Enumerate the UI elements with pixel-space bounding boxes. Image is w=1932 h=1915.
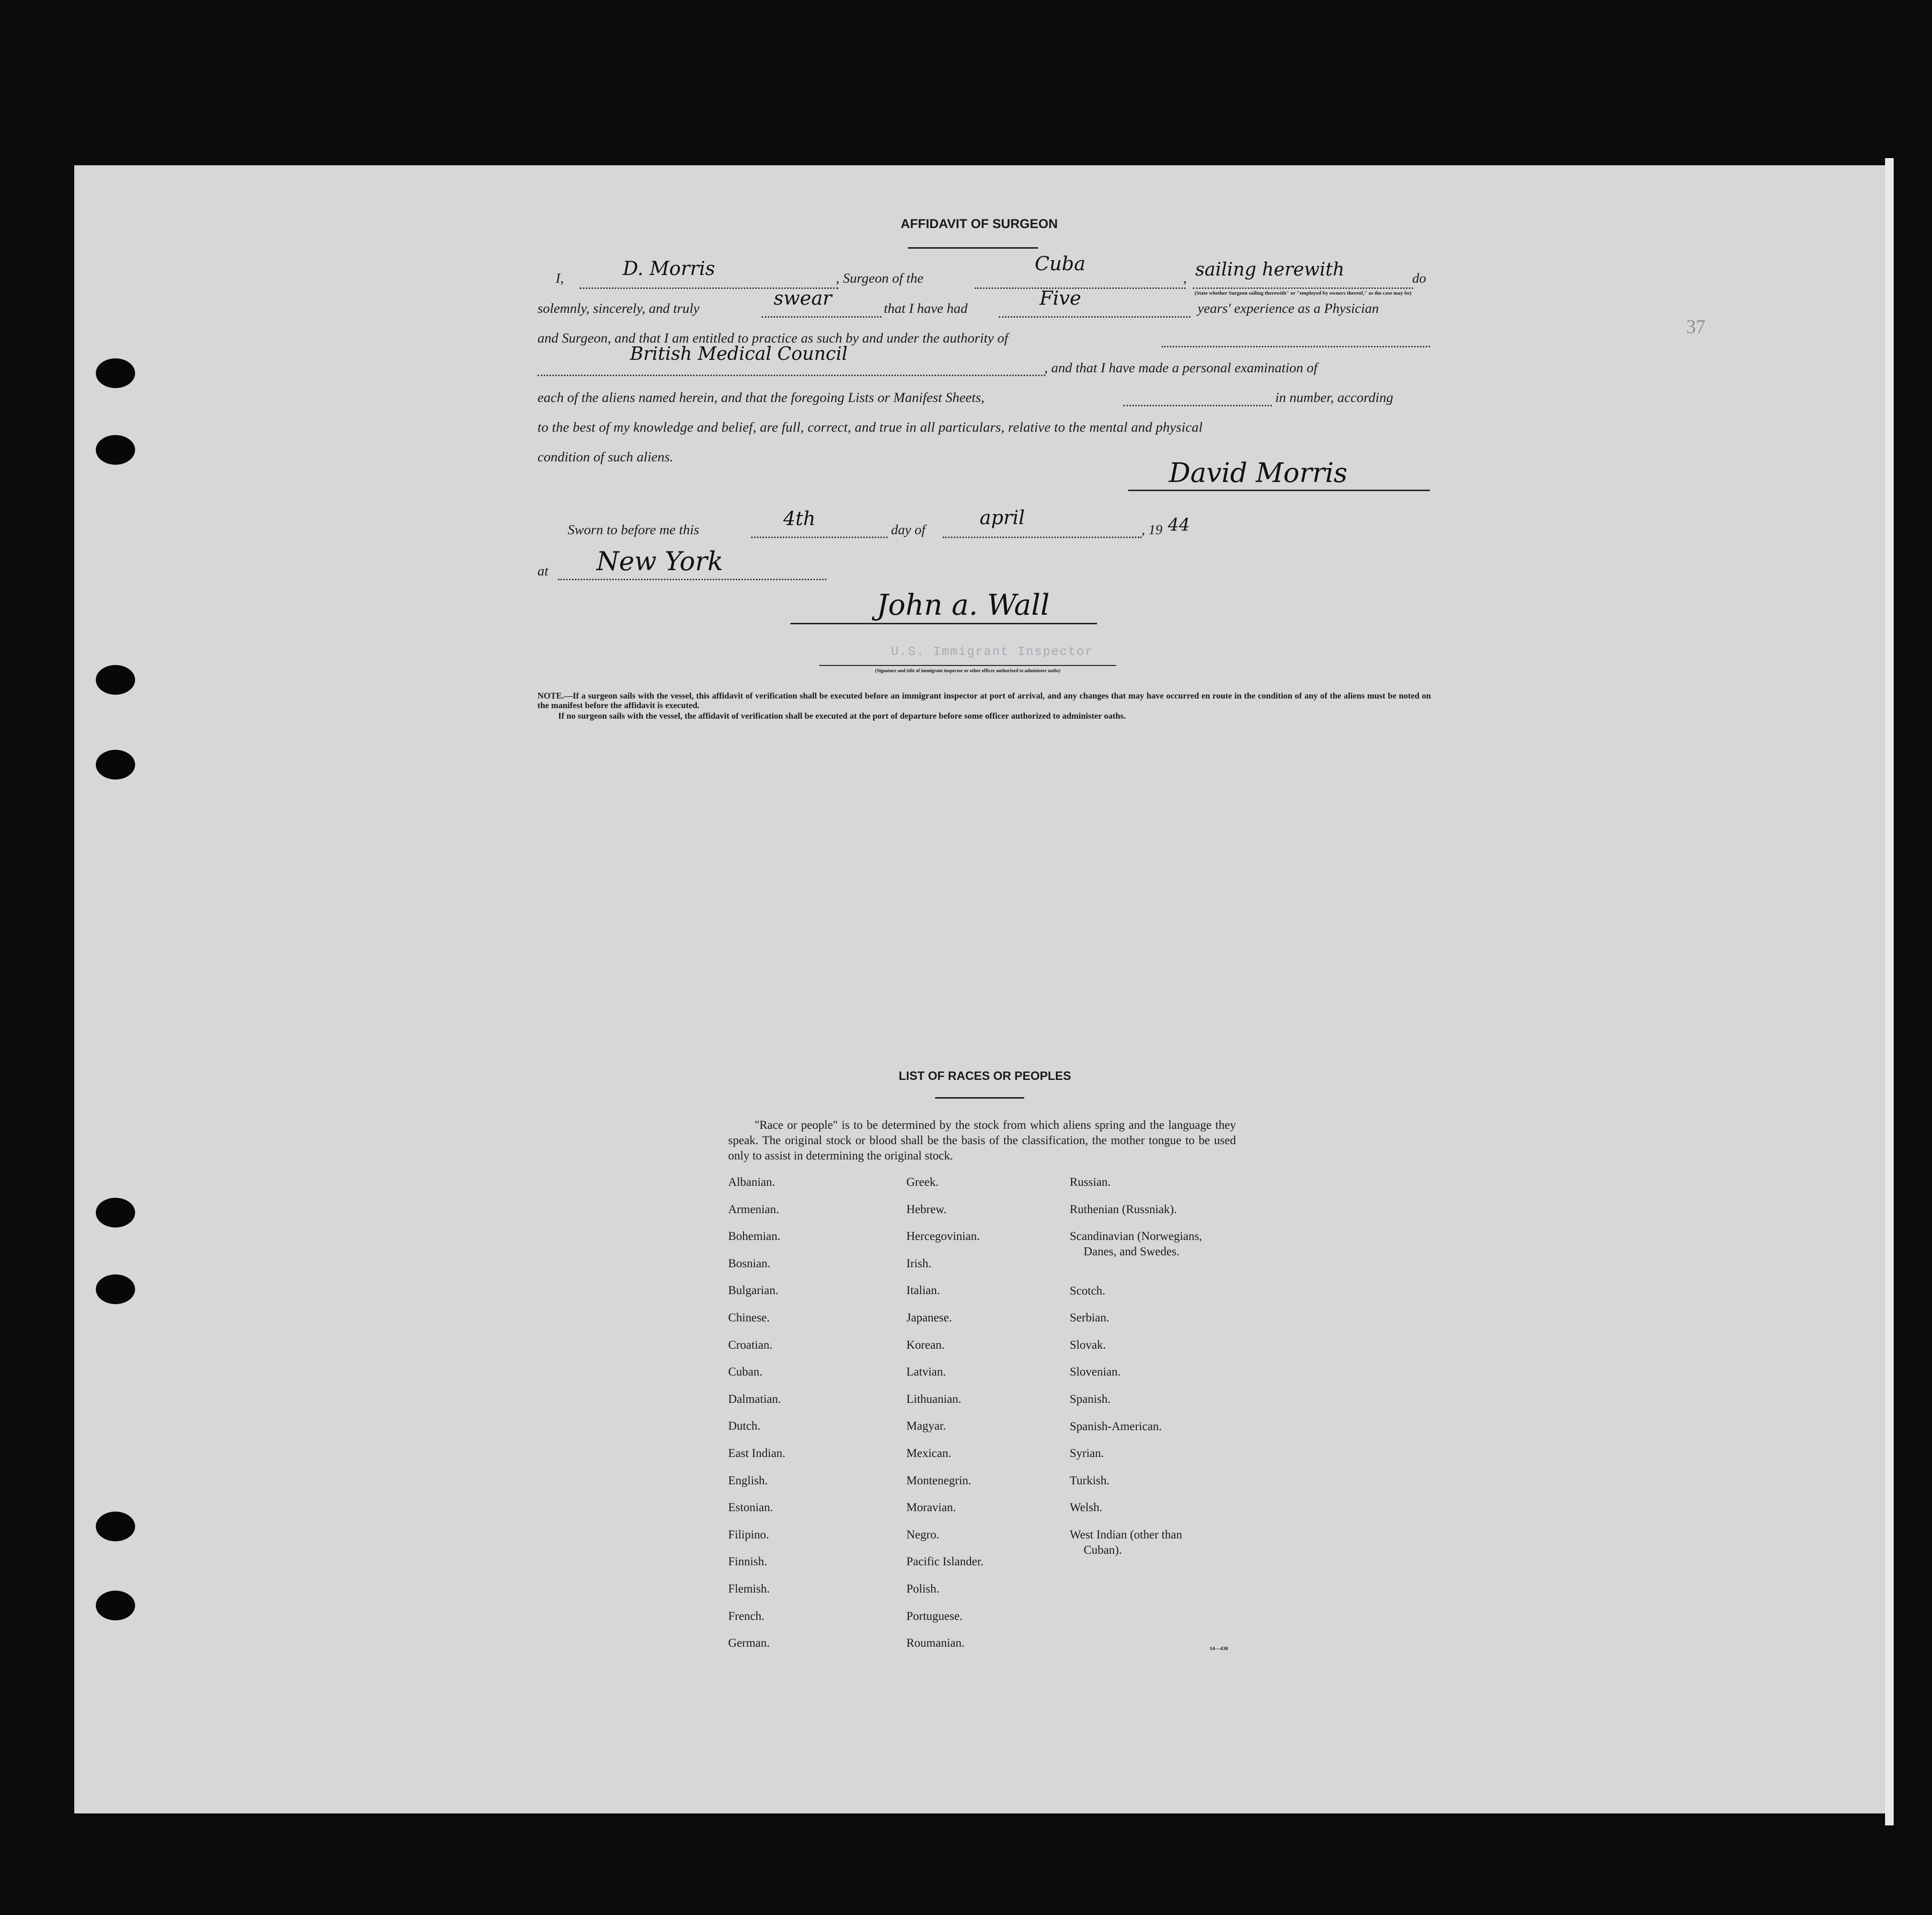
race-item: Syrian. [1070, 1447, 1104, 1460]
sailing-caption: (State whether Surgeon sailing therewith" or "employed by owners thereof," as the case may be) [1194, 290, 1412, 296]
years-field-line [999, 316, 1190, 318]
race-item: Japanese. [906, 1311, 952, 1324]
title-underline [908, 247, 1038, 249]
form-text: years' experience as a Physician [1198, 301, 1379, 316]
race-item: Roumanian. [906, 1637, 965, 1650]
form-text: that I have had [884, 301, 968, 316]
race-item: Hercegovinian. [906, 1230, 980, 1243]
race-item: Turkish. [1070, 1474, 1110, 1487]
race-item: Slovenian. [1070, 1365, 1121, 1378]
race-item: Pacific Islander. [906, 1555, 984, 1569]
page-edge [1885, 158, 1894, 1825]
race-item: Cuban). [1084, 1544, 1122, 1557]
surgeon-signature: David Morris [1169, 458, 1348, 489]
race-item: Magyar. [906, 1420, 946, 1433]
race-item: Albanian. [728, 1176, 775, 1189]
races-title-underline [935, 1097, 1024, 1099]
vessel-name: Cuba [1035, 253, 1086, 275]
form-text: , 19 [1142, 522, 1163, 538]
race-item: Greek. [906, 1176, 939, 1189]
races-title: LIST OF RACES OR PEOPLES [899, 1069, 1071, 1083]
form-text: day of [891, 522, 926, 538]
race-item: Flemish. [728, 1582, 770, 1595]
race-item: Moravian. [906, 1501, 956, 1514]
binder-hole [96, 435, 135, 465]
race-item: Spanish. [1070, 1393, 1111, 1406]
form-text: and Surgeon, and that I am entitled to practice as such by and under the authority of [537, 331, 1008, 346]
form-text: condition of such aliens. [537, 449, 674, 465]
signature-caption: (Signature and title of immigrant inspector or other officer authorized to administer oaths) [875, 668, 1061, 674]
inspector-signature-line [790, 623, 1097, 624]
oath-word: swear [774, 287, 832, 310]
race-item: Ruthenian (Russniak). [1070, 1203, 1177, 1216]
race-item: Dalmatian. [728, 1392, 781, 1406]
race-item: Italian. [906, 1284, 940, 1297]
sworn-day: 4th [783, 508, 816, 530]
race-item: Polish. [906, 1582, 939, 1595]
race-item: Latvian. [906, 1365, 946, 1379]
licensing-authority: British Medical Council [630, 343, 848, 364]
binder-hole [96, 358, 135, 388]
race-item: Hebrew. [906, 1203, 947, 1216]
binder-hole [96, 1512, 135, 1541]
sheets-field-line [1123, 405, 1272, 406]
authority-field-line [1162, 346, 1430, 347]
race-item: Serbian. [1070, 1311, 1109, 1324]
sworn-year: 44 [1168, 516, 1190, 535]
form-text: in number, according [1275, 390, 1394, 405]
form-text: , Surgeon of the [836, 271, 924, 286]
race-item: Lithuanian. [906, 1392, 961, 1406]
race-item: Slovak. [1070, 1339, 1106, 1352]
oath-field-line [762, 316, 881, 318]
races-intro: "Race or people" is to be determined by the stock from which aliens spring and the language they speak. The original stock or blood shall be the basis of the classification, the mother tongue to be used only to assist in determining the original stock. [728, 1119, 1236, 1162]
place-field-line [558, 579, 826, 580]
form-text: do [1412, 271, 1426, 286]
race-item: Korean. [906, 1338, 945, 1352]
authority-field-line-2 [537, 375, 1045, 376]
race-item: Croatian. [728, 1338, 773, 1352]
form-text: I, [556, 271, 564, 286]
race-item: Irish. [906, 1257, 932, 1270]
years-count: Five [1040, 287, 1081, 310]
race-item: Montenegrin. [906, 1474, 972, 1487]
form-number: 14—430 [1210, 1646, 1228, 1651]
race-item: Scotch. [1070, 1284, 1106, 1297]
race-item: English. [728, 1474, 768, 1487]
race-item: East Indian. [728, 1447, 786, 1460]
binder-hole [96, 750, 135, 780]
race-item: Estonian. [728, 1501, 773, 1514]
signature-line [1128, 490, 1430, 491]
binder-hole [96, 1274, 135, 1304]
sworn-month: april [980, 507, 1025, 529]
race-item: Russian. [1070, 1176, 1111, 1189]
sailing-status: sailing herewith [1195, 259, 1345, 280]
race-item: Negro. [906, 1528, 939, 1541]
race-item: Filipino. [728, 1528, 769, 1541]
binder-hole [96, 665, 135, 695]
note-paragraph-2: If no surgeon sails with the vessel, the affidavit of verification shall be executed at the port of departure before some officer authorized to administer oaths. [558, 711, 1126, 721]
race-item: Mexican. [906, 1447, 951, 1460]
race-item: German. [728, 1637, 770, 1650]
form-text: each of the aliens named herein, and that the foregoing Lists or Manifest Sheets, [537, 390, 984, 405]
caption-line [819, 665, 1116, 666]
race-item: Welsh. [1070, 1501, 1103, 1514]
race-item: Portuguese. [906, 1609, 963, 1623]
form-text: , and that I have made a personal examination of [1044, 360, 1318, 376]
race-item: Finnish. [728, 1555, 767, 1569]
race-item: Bosnian. [728, 1257, 771, 1270]
race-item: French. [728, 1609, 765, 1623]
race-item: Armenian. [728, 1203, 779, 1216]
affidavit-title: AFFIDAVIT OF SURGEON [901, 217, 1058, 231]
form-text: at [537, 563, 549, 579]
form-text: Sworn to before me this [568, 522, 699, 538]
binder-hole [96, 1198, 135, 1227]
race-item: Bohemian. [728, 1230, 781, 1243]
inspector-signature: John a. Wall [877, 588, 1050, 622]
race-item: West Indian (other than [1070, 1528, 1182, 1541]
binder-hole [96, 1591, 135, 1620]
day-field-line [751, 537, 888, 538]
race-item: Chinese. [728, 1311, 770, 1324]
race-item: Dutch. [728, 1420, 761, 1433]
page-number: 37 [1686, 316, 1705, 337]
note-paragraph: NOTE.—If a surgeon sails with the vessel, this affidavit of verification shall be executed before an immigrant inspector at port of arrival, and any changes that may have occurred en route in the condition of any of the aliens must be noted on the manifest before the affidavit is executed. [537, 691, 1431, 710]
race-item: Scandinavian (Norwegians, [1070, 1230, 1202, 1243]
race-item: Danes, and Swedes. [1084, 1245, 1179, 1258]
race-item: Bulgarian. [728, 1284, 778, 1297]
month-field-line [943, 537, 1142, 538]
sailing-field-line [1193, 287, 1413, 289]
inspector-title-stamp: U.S. Immigrant Inspector [891, 644, 1094, 659]
race-item: Cuban. [728, 1365, 763, 1379]
form-text: solemnly, sincerely, and truly [537, 301, 700, 316]
race-item: Spanish-American. [1070, 1420, 1162, 1433]
sworn-place: New York [596, 546, 723, 576]
surgeon-name: D. Morris [623, 258, 715, 280]
form-text: , [1183, 271, 1187, 286]
form-text: to the best of my knowledge and belief, are full, correct, and true in all particulars, relative to the mental and physical [537, 420, 1203, 435]
